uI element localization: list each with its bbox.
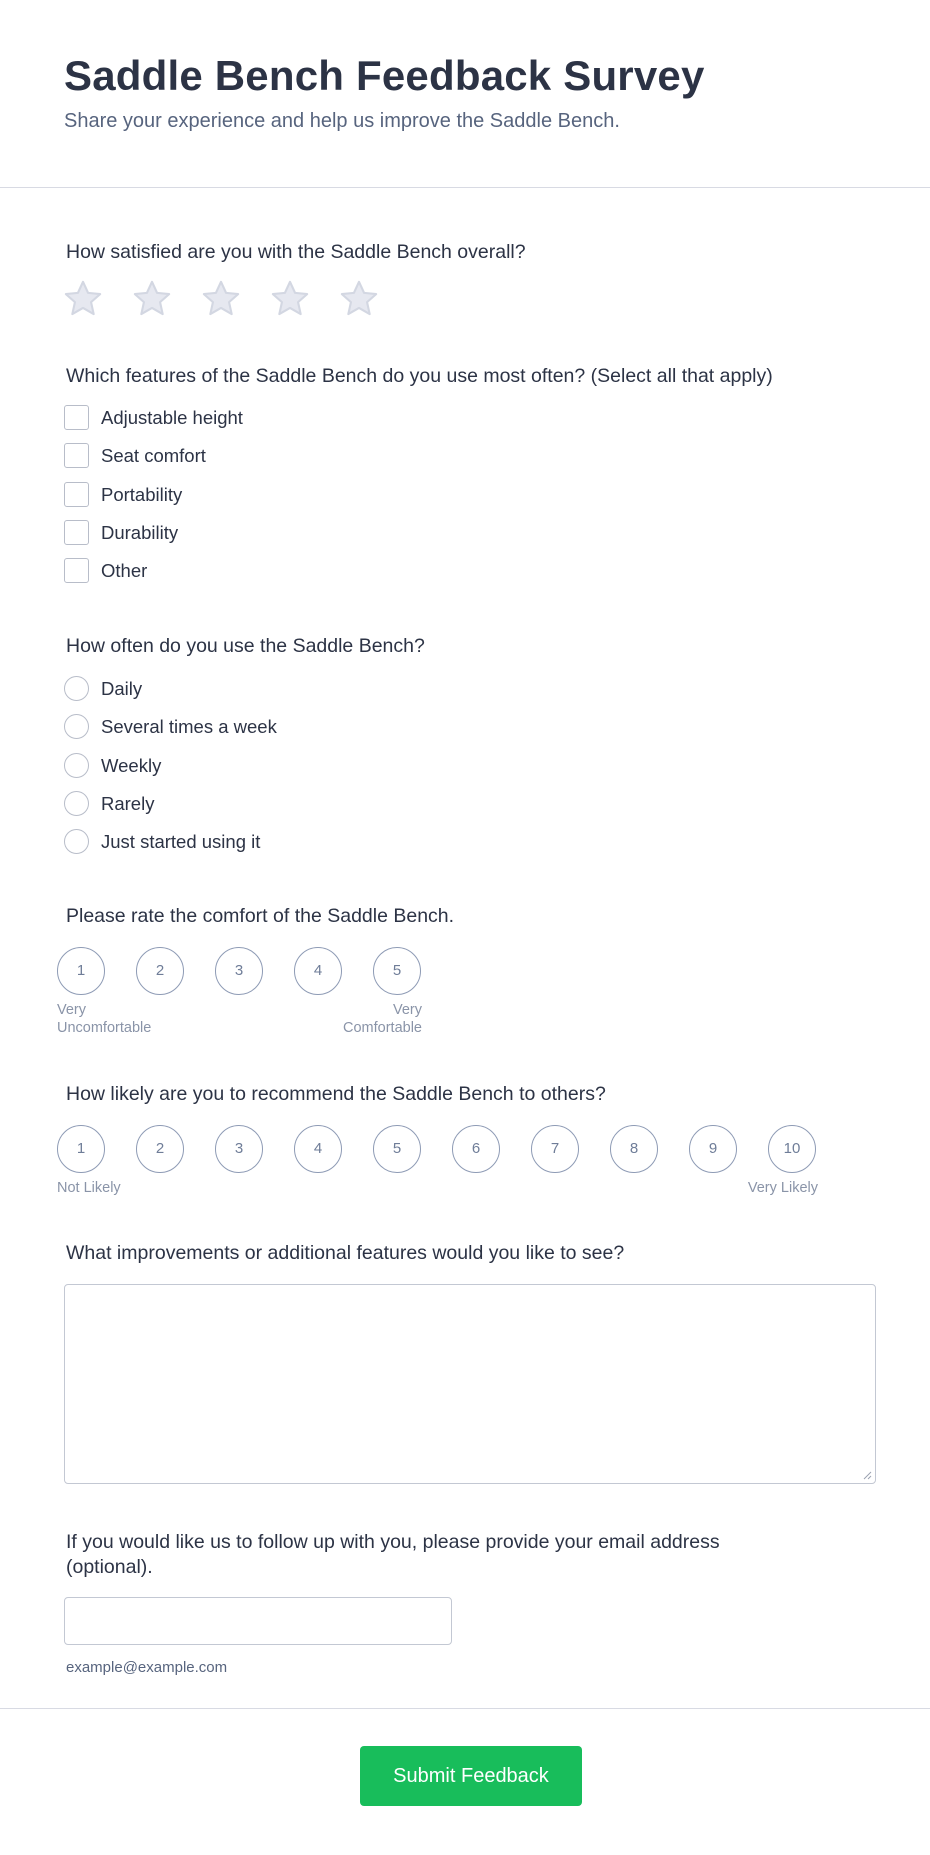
checkbox-label: Seat comfort	[101, 445, 206, 466]
comfort-scale-option[interactable]: 3	[215, 947, 263, 995]
recommend-scale-option[interactable]: 7	[531, 1125, 579, 1173]
radio-label: Just started using it	[101, 831, 261, 852]
recommend-scale-option[interactable]: 4	[294, 1125, 342, 1173]
star-4-icon[interactable]	[269, 278, 311, 320]
question-comfort-label: Please rate the comfort of the Saddle Bench.	[66, 905, 455, 927]
checkbox[interactable]	[64, 558, 89, 583]
comfort-scale-option[interactable]: 2	[136, 947, 184, 995]
radio-button[interactable]	[64, 829, 89, 854]
comfort-scale-option[interactable]: 4	[294, 947, 342, 995]
star-1-icon[interactable]	[62, 278, 104, 320]
footer-divider	[0, 1708, 930, 1709]
radio-label: Daily	[101, 678, 143, 699]
star-5-icon[interactable]	[338, 278, 380, 320]
comfort-min-label-line1: Very	[57, 1002, 87, 1018]
question-email-label	[66, 1530, 720, 1580]
email-input[interactable]	[64, 1597, 452, 1645]
recommend-scale-option[interactable]: 5	[373, 1125, 421, 1173]
recommend-min-label: Not Likely	[57, 1180, 121, 1196]
submit-button[interactable]: Submit Feedback	[360, 1746, 582, 1806]
recommend-scale-option[interactable]: 9	[689, 1125, 737, 1173]
improvements-textarea[interactable]	[64, 1284, 876, 1484]
comfort-min-label-line2: Uncomfortable	[57, 1020, 152, 1036]
recommend-scale-option[interactable]: 3	[215, 1125, 263, 1173]
checkbox-label: Durability	[101, 522, 179, 543]
radio-button[interactable]	[64, 676, 89, 701]
checkbox[interactable]	[64, 482, 89, 507]
radio-label: Several times a week	[101, 716, 277, 737]
page-subtitle: Share your experience and help us improve the Saddle Bench.	[64, 110, 620, 132]
question-email-label-line1: If you would like us to follow up with you, please provide your email address	[66, 1531, 720, 1553]
page-title: Saddle Bench Feedback Survey	[64, 52, 705, 99]
comfort-max-label-line1: Very	[392, 1002, 422, 1018]
email-hint: example@example.com	[66, 1659, 228, 1676]
recommend-scale-option[interactable]: 1	[57, 1125, 105, 1173]
checkbox[interactable]	[64, 405, 89, 430]
radio-button[interactable]	[64, 791, 89, 816]
checkbox-label: Portability	[101, 484, 183, 505]
question-frequency-label: How often do you use the Saddle Bench?	[66, 635, 425, 657]
recommend-scale-option[interactable]: 8	[610, 1125, 658, 1173]
comfort-max-label-line2: Comfortable	[343, 1020, 422, 1036]
comfort-max-label	[321, 1001, 422, 1037]
recommend-max-label: Very Likely	[747, 1180, 818, 1196]
resize-grip-icon[interactable]	[862, 1470, 872, 1480]
question-email-label-line2: (optional).	[66, 1556, 153, 1578]
question-recommend-label: How likely are you to recommend the Saddle Bench to others?	[66, 1083, 606, 1105]
checkbox[interactable]	[64, 443, 89, 468]
question-improvements-label: What improvements or additional features would you like to see?	[66, 1242, 625, 1264]
question-features-label: Which features of the Saddle Bench do you use most often? (Select all that apply)	[66, 365, 773, 387]
radio-label: Weekly	[101, 755, 162, 776]
recommend-scale-option[interactable]: 10	[768, 1125, 816, 1173]
question-satisfaction-label: How satisfied are you with the Saddle Bench overall?	[66, 241, 526, 263]
radio-label: Rarely	[101, 793, 155, 814]
comfort-scale-option[interactable]: 1	[57, 947, 105, 995]
comfort-min-label	[57, 1001, 151, 1037]
radio-button[interactable]	[64, 714, 89, 739]
radio-button[interactable]	[64, 753, 89, 778]
checkbox-label: Other	[101, 560, 148, 581]
star-3-icon[interactable]	[200, 278, 242, 320]
star-2-icon[interactable]	[131, 278, 173, 320]
form-header	[0, 0, 930, 188]
checkbox-label: Adjustable height	[101, 407, 243, 428]
checkbox[interactable]	[64, 520, 89, 545]
recommend-scale-option[interactable]: 6	[452, 1125, 500, 1173]
comfort-scale-option[interactable]: 5	[373, 947, 421, 995]
recommend-scale-option[interactable]: 2	[136, 1125, 184, 1173]
